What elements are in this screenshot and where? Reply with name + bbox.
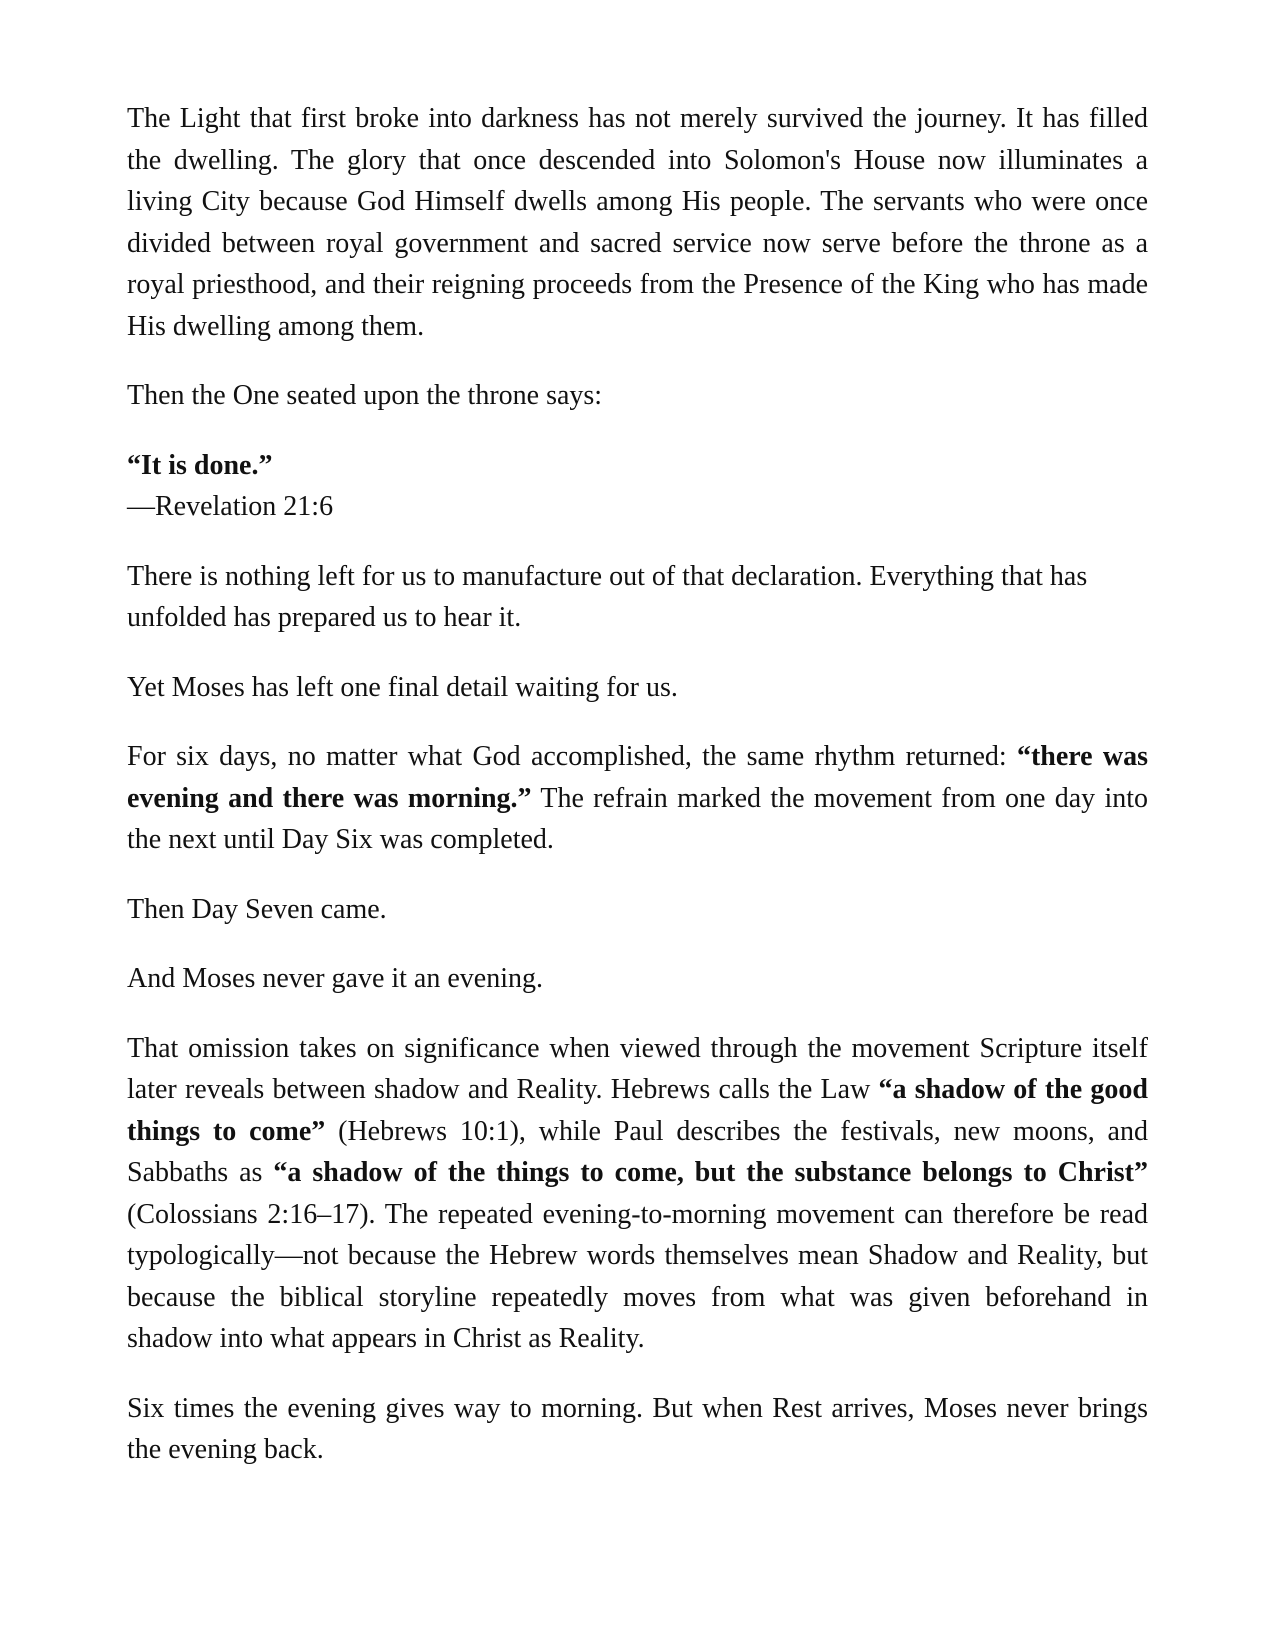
- paragraph-six-days-text-c: The refrain marked the movement from one day into the next until Day Six was completed.: [127, 782, 1149, 855]
- paragraph-omission-text-c: (Hebrews 10:1), while Paul describes the festivals, new moons, and Sabbaths as: [127, 1115, 1148, 1188]
- document-page: [127, 98, 1148, 1499]
- paragraph-omission-significance: [127, 1028, 1148, 1360]
- colossians-quote: “a shadow of the things to come, but the substance belongs to Christ”: [273, 1157, 1148, 1188]
- paragraph-omission-text-e: (Colossians 2:16–17). The repeated evening-to-morning movement can therefore be read typologically—not because the Hebrew words themselves mean Shadow and Reality, but because the biblical storyline repeatedly moves from what was given beforehand in shadow into what appears in Christ as Reality.: [127, 1198, 1148, 1354]
- hebrews-quote: “a shadow of the good things to come”: [127, 1074, 1148, 1147]
- paragraph-light-filled-dwelling: The Light that first broke into darkness has not merely survived the journey. It has filled the dwelling. The glory that once descended into Solomon's House now illuminates a living City because God Himself dwells among His people. The servants who were once divided between royal government and sacred service now serve before the throne as a royal priesthood, and their reigning proceeds from the Presence of the King who has made His dwelling among them.: [127, 103, 1148, 342]
- paragraph-day-seven: Then Day Seven came.: [127, 893, 387, 925]
- paragraph-no-evening: And Moses never gave it an evening.: [127, 963, 543, 994]
- paragraph-throne-says: Then the One seated upon the throne says:: [127, 380, 603, 411]
- paragraph-nothing-left: There is nothing left for us to manufacture out of that declaration. Everything that has unfolded has prepared us to hear it.: [127, 560, 1088, 633]
- paragraph-six-days: [127, 736, 1148, 861]
- paragraph-six-days-text-a: For six days, no matter what God accomplished, the same rhythm returned:: [127, 741, 1017, 772]
- paragraph-omission-text-a: That omission takes on significance when viewed through the movement Scripture itself later reveals between shadow and Reality. Hebrews calls the Law: [127, 1032, 1148, 1105]
- scripture-quote: “It is done.”: [127, 449, 273, 481]
- paragraph-moses-final-detail: Yet Moses has left one final detail waiting for us.: [127, 671, 678, 703]
- paragraph-six-times-evening: Six times the evening gives way to morning. But when Rest arrives, Moses never brings the evening back.: [127, 1392, 1148, 1465]
- evening-morning-quote: “there was evening and there was morning.”: [127, 741, 1148, 814]
- scripture-quote-block: [127, 445, 1148, 528]
- scripture-reference: —Revelation 21:6: [127, 491, 334, 522]
